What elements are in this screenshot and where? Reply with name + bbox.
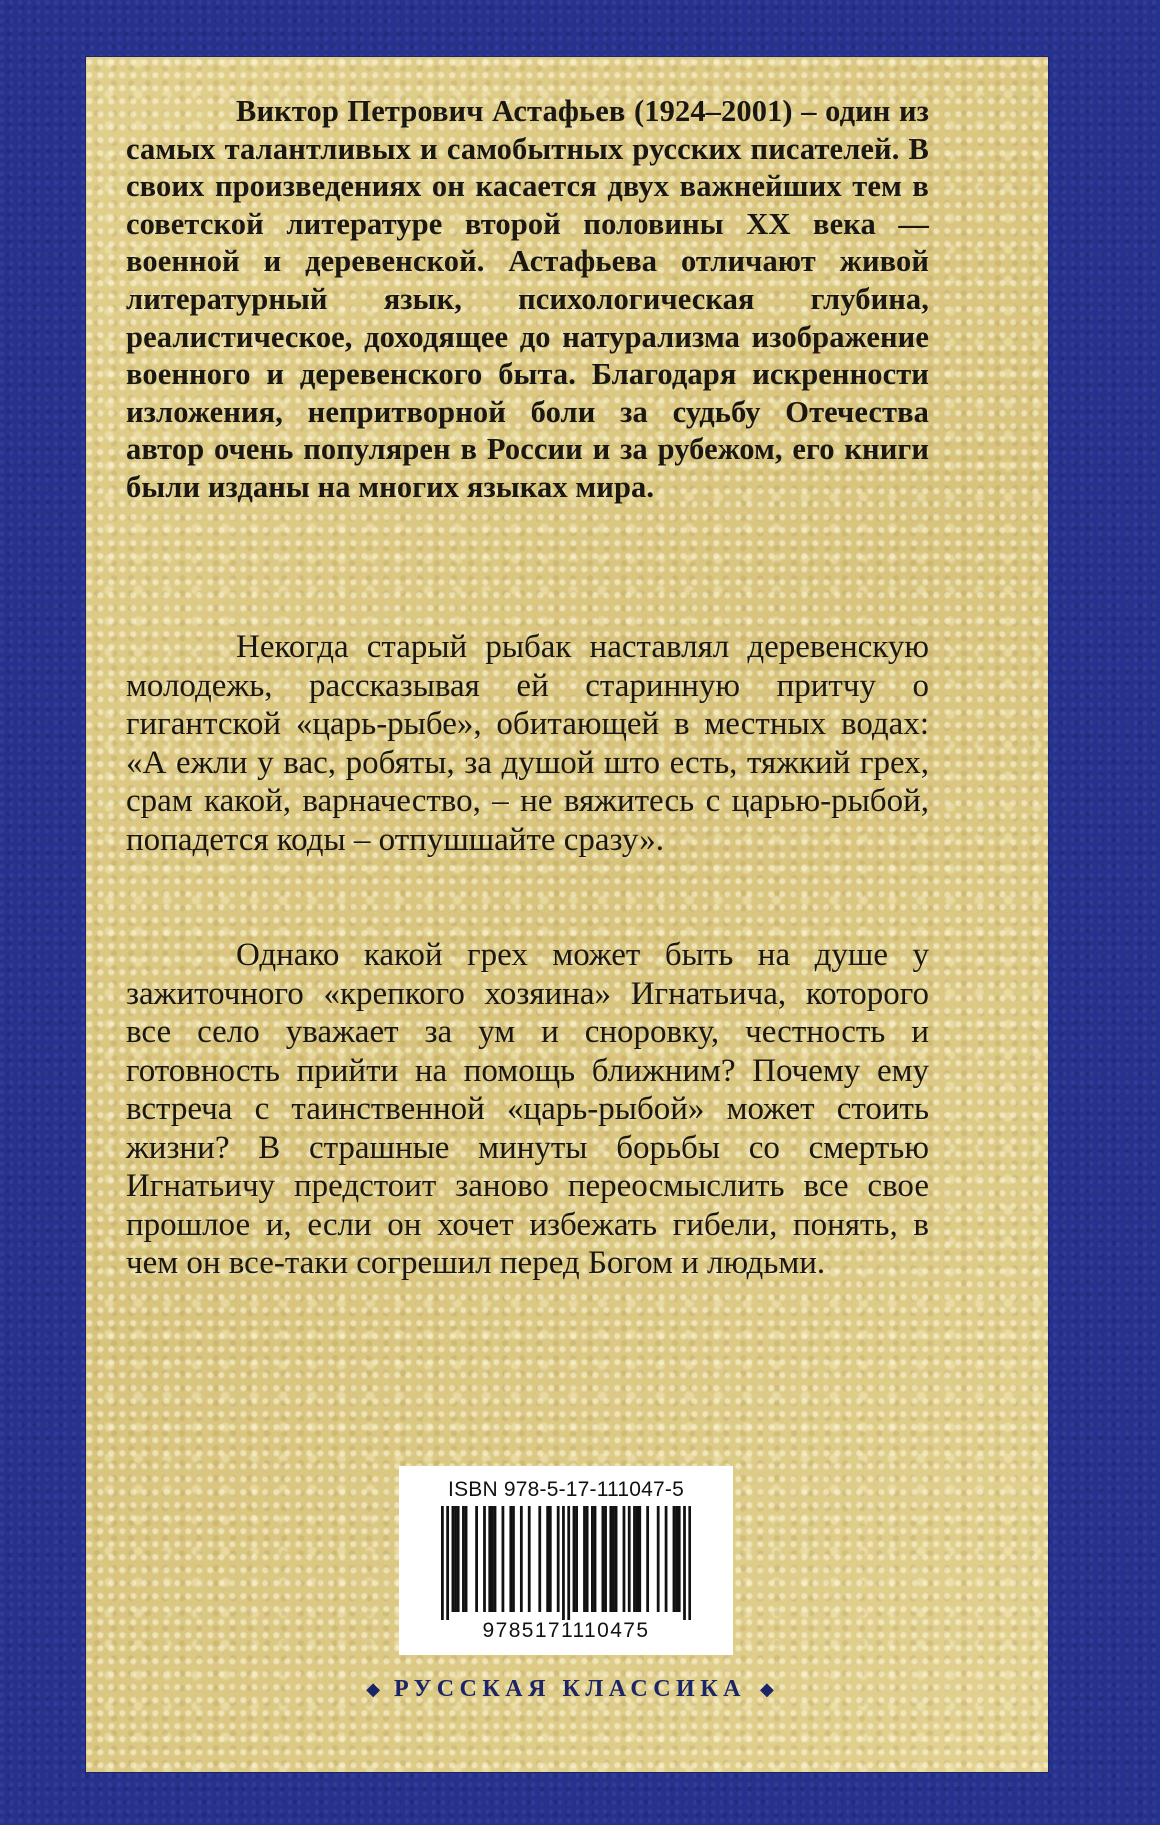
barcode-bar xyxy=(609,1506,612,1612)
barcode-bar xyxy=(612,1506,615,1612)
series-label: РУССКАЯ КЛАССИКА xyxy=(394,1675,746,1702)
barcode-bar xyxy=(520,1506,523,1612)
barcode-bar xyxy=(528,1506,531,1612)
barcode-bar xyxy=(646,1506,649,1612)
barcode-bar xyxy=(494,1506,497,1612)
barcode-bar xyxy=(678,1506,681,1612)
barcode-bar xyxy=(665,1506,668,1612)
barcode-bar xyxy=(483,1506,486,1612)
barcode-icon xyxy=(441,1506,691,1620)
barcode-bar xyxy=(509,1506,512,1612)
ean-digits: 9785171110475 xyxy=(482,1619,650,1642)
barcode-bar xyxy=(628,1506,631,1612)
isbn-number: ISBN 978-5-17-111047-5 xyxy=(448,1478,684,1501)
diamond-ornament-icon: ◆ xyxy=(759,1679,774,1699)
barcode-bar xyxy=(615,1506,618,1612)
barcode-bar xyxy=(452,1506,455,1612)
barcode-bar xyxy=(546,1506,549,1612)
barcode-bar xyxy=(465,1506,468,1612)
barcode-bar xyxy=(675,1506,678,1612)
barcode-bar xyxy=(491,1506,494,1612)
barcode-bar xyxy=(567,1506,570,1620)
barcode-bar xyxy=(638,1506,641,1612)
barcode-bar xyxy=(636,1506,639,1612)
barcode-bar xyxy=(488,1506,491,1612)
barcode-panel xyxy=(399,1466,733,1655)
barcode-bar xyxy=(673,1506,676,1612)
barcode-bar xyxy=(683,1506,686,1620)
annotation-paragraph-2: Однако какой грех может быть на душе у зажиточного «крепкого хозяина» Игнатьича, которого все село уважает за ум и сноровку, честность и готовность прийти на помощь ближним? Почему ему встреча с таинственной «царь-рыбой» может стоить жизни? В страшные минуты борьбы со смертью Игнатьичу предстоит заново переосмыслить все свое прошлое и, если он хочет избежать гибели, понять, в чем он все-таки согрешил перед Богом и людьми. xyxy=(126,937,929,1281)
barcode-bar xyxy=(623,1506,626,1612)
barcode-bar xyxy=(502,1506,505,1612)
annotation-paragraph-1: Некогда старый рыбак наставлял деревенскую молодежь, рассказывая ей старинную притчу о гигантской «царь-рыбе», обитающей в местных водах: «А ежли у вас, робяты, за душой што есть, тяжкий грех, срам какой, варначество, – не вяжитесь с царью-рыбой, попадется коды – отпушшайте сразу». xyxy=(126,629,929,858)
barcode-bar xyxy=(633,1506,636,1612)
barcode-bar xyxy=(586,1506,589,1612)
barcode-bar xyxy=(688,1506,691,1620)
barcode-bar xyxy=(575,1506,578,1612)
barcode-bar xyxy=(441,1506,444,1620)
barcode-bar xyxy=(454,1506,457,1612)
barcode-bar xyxy=(549,1506,552,1612)
barcode-bar xyxy=(657,1506,660,1612)
barcode-bar xyxy=(475,1506,478,1612)
barcode-bar xyxy=(573,1506,576,1612)
barcode-bar xyxy=(562,1506,565,1620)
barcode-bar xyxy=(602,1506,605,1612)
barcode-bar xyxy=(462,1506,465,1612)
author-bio: Виктор Петрович Астафьев (1924–2001) – один из самых талантливых и самобытных русских писателей. В своих произведениях он касается двух важнейших тем в советской литературе второй половины XX века — военной и деревенской. Астафьева отличают живой литературный язык, психологическая глубина, реалистическое, доходящее до натурализма изображение военного и деревенского быта. Благодаря искренности изложения, непритворной боли за судьбу Отечества автор очень популярен в России и за рубежом, его книги были изданы на многих языках мира. xyxy=(126,94,929,504)
barcode-bar xyxy=(604,1506,607,1612)
barcode-bar xyxy=(538,1506,541,1612)
barcode-bar xyxy=(594,1506,597,1612)
barcode-bar xyxy=(457,1506,460,1612)
barcode-bar xyxy=(446,1506,449,1620)
barcode-bar xyxy=(591,1506,594,1612)
barcode-bar xyxy=(583,1506,586,1612)
diamond-ornament-icon: ◆ xyxy=(366,1679,381,1699)
barcode-bar xyxy=(557,1506,560,1612)
series-footer xyxy=(250,1669,890,1709)
barcode-bar xyxy=(512,1506,515,1612)
